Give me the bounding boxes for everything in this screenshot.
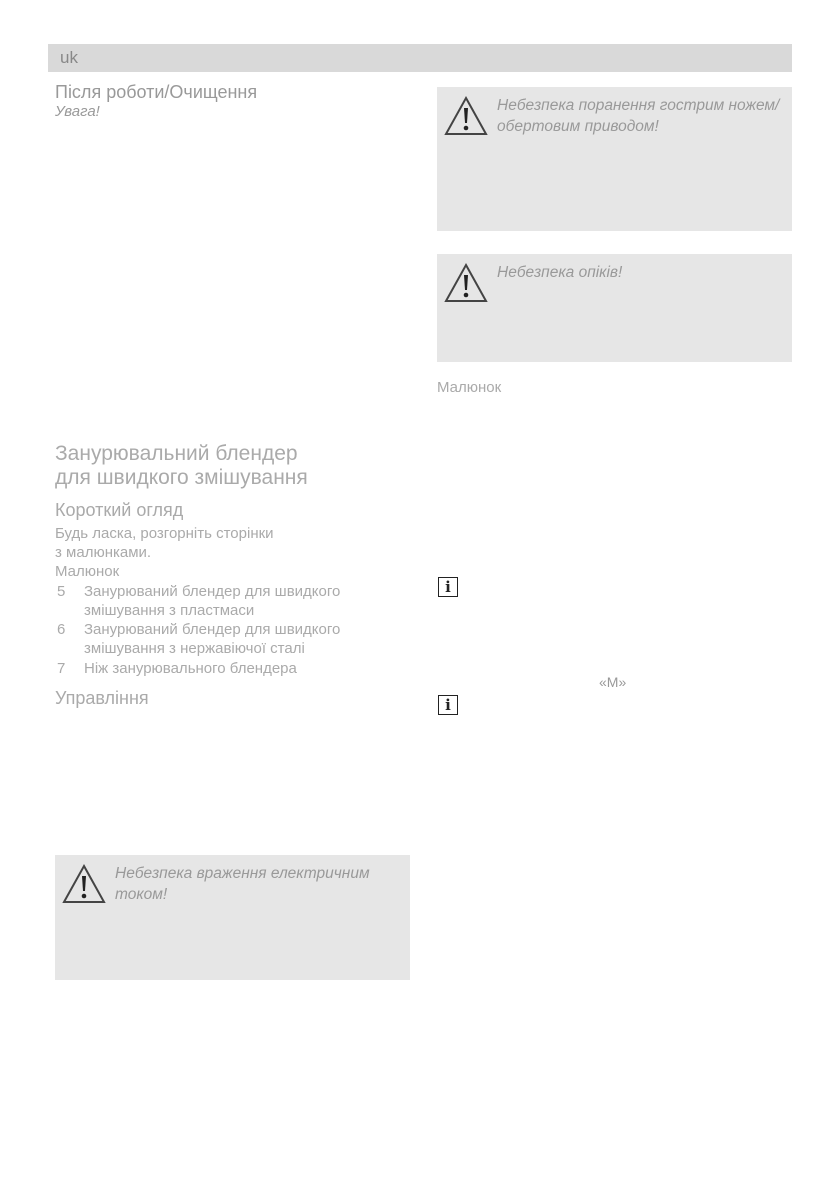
warning-triangle-icon xyxy=(443,262,489,304)
item-text: Ніж занурювального блендера xyxy=(84,660,297,677)
info-icon: i xyxy=(438,695,458,715)
language-code: uk xyxy=(60,48,78,67)
item-text: Занурюваний блендер для швидкого xyxy=(84,621,341,638)
warning-box-electric xyxy=(55,855,410,980)
control-title: Управління xyxy=(55,688,149,708)
info-icon: i xyxy=(438,577,458,597)
figure-label-right: Малюнок xyxy=(437,379,502,396)
figure-label: Малюнок xyxy=(55,563,120,580)
after-work-title: Після роботи/Очищення xyxy=(55,82,258,102)
overview-text-line1: Будь ласка, розгорніть сторінки xyxy=(55,525,274,542)
main-title-line2: для швидкого змішування xyxy=(55,466,308,489)
item-text: змішування з пластмаси xyxy=(84,602,255,619)
item-text: змішування з нержавіючої сталі xyxy=(84,640,305,657)
warning-text: Небезпека опіків! xyxy=(497,264,623,281)
warning-text: Небезпека враження електричним током! xyxy=(115,865,370,903)
warning-text: Небезпека поранення гострим ножем/обертовим приводом! xyxy=(497,97,780,135)
attention-label: Увага! xyxy=(55,103,100,120)
button-m-label: «M» xyxy=(599,674,627,690)
overview-text-line2: з малюнками. xyxy=(55,544,152,561)
warning-box-burn xyxy=(437,254,792,362)
warning-triangle-icon xyxy=(61,863,107,905)
main-title-line1: Занурювальний блендер xyxy=(55,442,298,465)
language-header-bar xyxy=(48,44,792,72)
item-number: 5 xyxy=(57,583,66,600)
warning-triangle-icon xyxy=(443,95,489,137)
item-number: 7 xyxy=(57,660,66,677)
warning-box-knife xyxy=(437,87,792,231)
item-number: 6 xyxy=(57,621,66,638)
overview-title: Короткий огляд xyxy=(55,500,184,520)
item-text: Занурюваний блендер для швидкого xyxy=(84,583,341,600)
